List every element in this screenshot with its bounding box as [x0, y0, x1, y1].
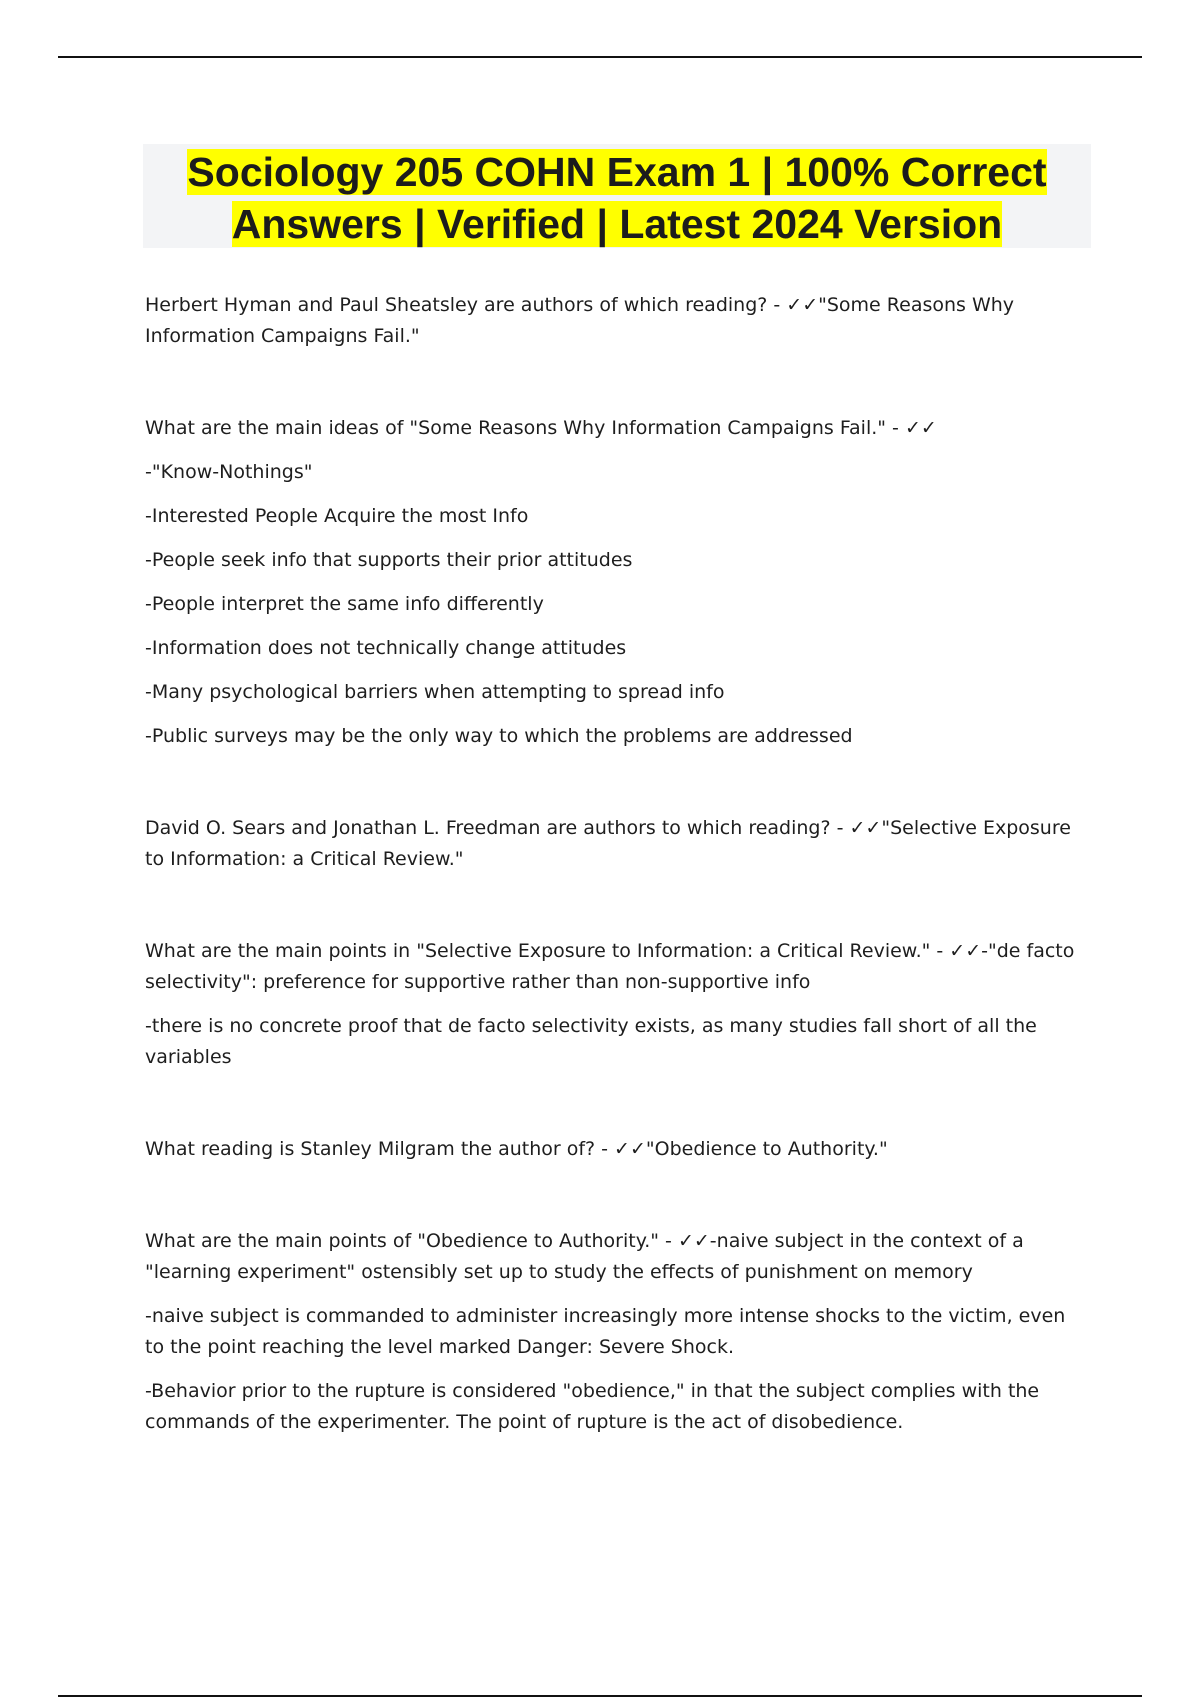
qa-paragraph: David O. Sears and Jonathan L. Freedman are authors to which reading? - ✓✓"Selective Exposure to Information: a Critical Review." [145, 817, 1071, 870]
qa-paragraph: Herbert Hyman and Paul Sheatsley are authors of which reading? - ✓✓"Some Reasons Why Information Campaigns Fail." [145, 294, 1015, 347]
list-item: -Behavior prior to the rupture is considered "obedience," in that the subject complies with the commands of the experimenter. The point of rupture is the act of disobedience. [145, 1380, 1040, 1433]
bottom-rule [58, 1695, 1142, 1697]
title-line-2: Answers | Verified | Latest 2024 Version [231, 201, 1003, 247]
top-rule [58, 56, 1142, 58]
qa-paragraph: What are the main points in "Selective Exposure to Information: a Critical Review." - ✓✓-"de facto selectivity": preference for supportive rather than non-supportive info [145, 940, 1075, 993]
list-item: -Many psychological barriers when attempting to spread info [145, 681, 725, 703]
list-item: -there is no concrete proof that de facto selectivity exists, as many studies fall short of all the variables [145, 1015, 1037, 1068]
qa-paragraph: What are the main ideas of "Some Reasons Why Information Campaigns Fail." - ✓✓ [145, 417, 937, 439]
qa-paragraph: What are the main points of "Obedience to Authority." - ✓✓-naive subject in the context of a "learning experiment" ostensibly set up to study the effects of punishment on memory [145, 1230, 1024, 1283]
qa-paragraph: What reading is Stanley Milgram the author of? - ✓✓"Obedience to Authority." [145, 1138, 888, 1160]
list-item: -People seek info that supports their prior attitudes [145, 549, 633, 571]
page-title [143, 146, 1091, 250]
list-item: -Public surveys may be the only way to which the problems are addressed [145, 725, 853, 747]
list-item: -naive subject is commanded to administer increasingly more intense shocks to the victim, even to the point reaching the level marked Danger: Severe Shock. [145, 1305, 1066, 1358]
list-item: -Information does not technically change attitudes [145, 637, 627, 659]
list-item: -Interested People Acquire the most Info [145, 505, 529, 527]
title-line-1: Sociology 205 COHN Exam 1 | 100% Correct [187, 149, 1047, 195]
document-body [145, 290, 1085, 1438]
list-item: -People interpret the same info differently [145, 593, 544, 615]
list-item: -"Know-Nothings" [145, 461, 313, 483]
